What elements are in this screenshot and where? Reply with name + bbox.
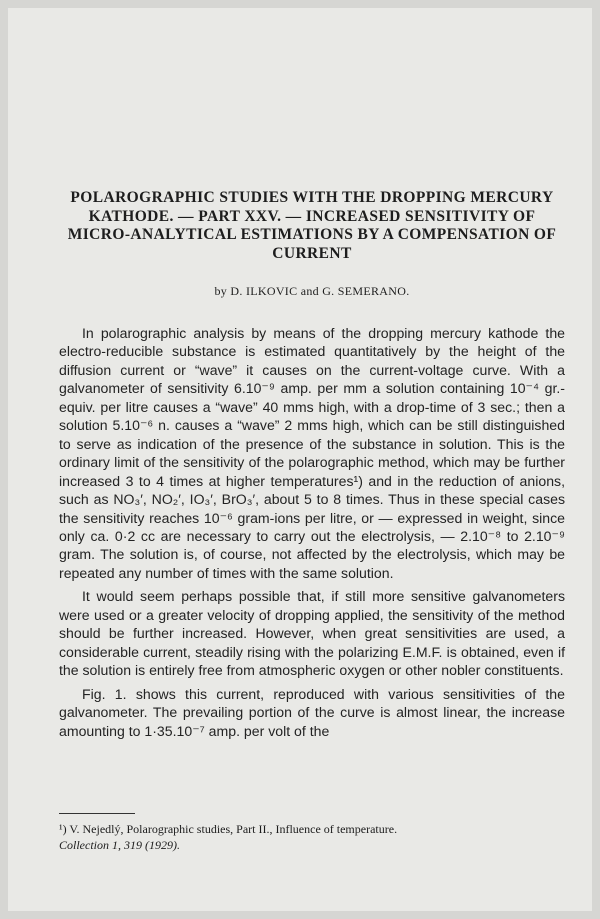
- footnote: [59, 821, 565, 853]
- footnote-text: V. Nejedlý, Polarographic studies, Part II., Influence of temperature.: [69, 822, 398, 836]
- byline: by D. ILKOVIC and G. SEMERANO.: [214, 284, 410, 298]
- page: [8, 8, 592, 911]
- paragraph: Fig. 1. shows this current, reproduced with various sensitivities of the galvanometer. The prevailing portion of the curve is almost linear, the increase amounting to 1·35.10⁻⁷ amp. per volt of the: [59, 685, 565, 739]
- article-title: POLAROGRAPHIC STUDIES WITH THE DROPPING MERCURY KATHODE. — PART XXV. — INCREASED SENSITIVITY OF MICRO-ANALYTICAL ESTIMATIONS BY A COMPENSATION OF CURRENT: [67, 189, 557, 262]
- footnote-divider: [59, 813, 135, 814]
- footnote-marker: ¹): [59, 822, 67, 836]
- paragraph: In polarographic analysis by means of the dropping mercury kathode the electro-reducible substance is estimated quantitatively by the height of the diffusion current or “wave” it causes on the current-voltage curve. With a galvanometer of sensitivity 6.10⁻⁹ amp. per mm a solution containing 10⁻⁴ gr.-equiv. per litre causes a “wave” 40 mms high, with a drop-time of 3 sec.; then a solution 5.10⁻⁶ n. causes a “wave” 2 mms high, which can be still distinguished to serve as indication of the presence of the substance in solution. This is the ordinary limit of the sensitivity of the polarographic method, which may be further increased 3 to 4 times at higher temperatures¹) and in the reduction of anions, such as NO₃′, NO₂′, IO₃′, BrO₃′, about 5 to 8 times. Thus in these special cases the sensitivity reaches 10⁻⁶ gram-ions per litre, or — expressed in weight, since only ca. 0·2 cc are necessary to carry out the electrolysis, — 2.10⁻⁸ to 2.10⁻⁹ gram. The solution is, of course, not affected by the electrolysis, which may be repeated any number of times with the same solution.: [59, 325, 565, 581]
- footnote-citation: Collection 1, 319 (1929).: [59, 838, 180, 852]
- article-body: [59, 324, 565, 745]
- paragraph: It would seem perhaps possible that, if still more sensitive galvanometers were used or a greater velocity of dropping applied, the sensitivity of the method should be further increased. However, when great sensitivities are used, a considerable current, steadily rising with the polarizing E.M.F. is obtained, even if the solution is entirely free from atmospheric oxygen or other nobler constituents.: [59, 588, 565, 679]
